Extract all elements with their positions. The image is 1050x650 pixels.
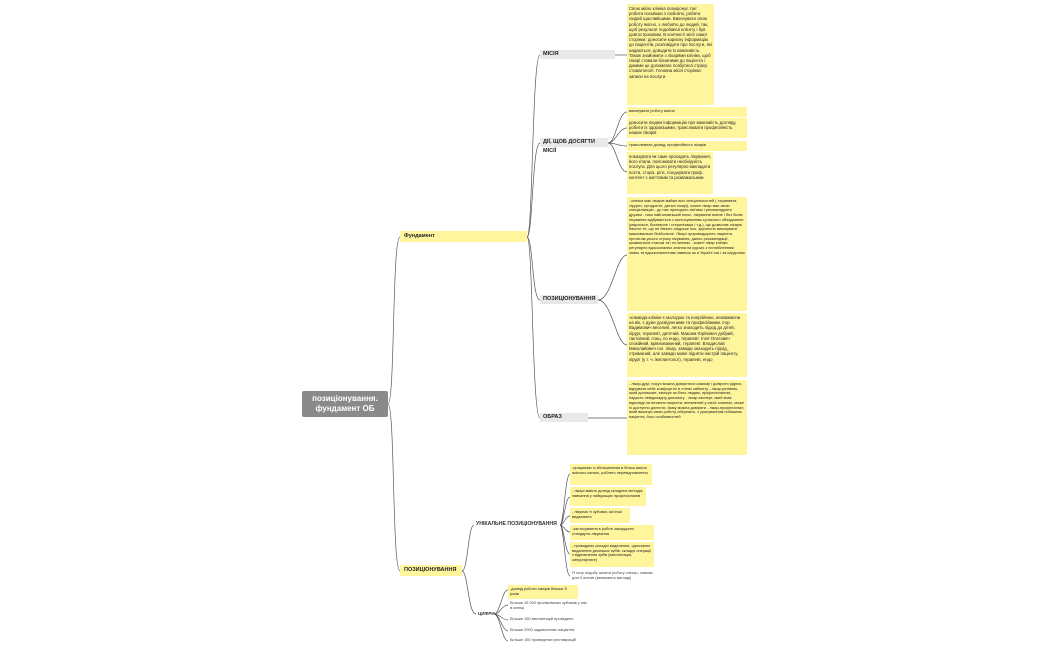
topic-fundament[interactable]: Фундамент <box>400 231 527 242</box>
topic-positioning-main[interactable]: ПОЗИЦІОНУВАННЯ <box>400 565 462 576</box>
unique-note-3[interactable]: - лікуємо ті зубчики, які інші видаляють <box>570 508 630 523</box>
actions-note-3[interactable]: транслювати досвід, професійність лікарів <box>627 141 747 151</box>
facts-note-1[interactable]: -досвід роботи лікарів більше 5 років <box>508 585 578 599</box>
facts-item-1: Більше 15 000 пролікованих зубчиків у нас в клініці <box>510 601 588 610</box>
positioning-note-1[interactable]: - клініка має лікарів майже всіх спеціальностей ( терапевти, хірурги, ортодонти, дитячі лікарі), кожен лікар має свою спеціалізацію - до нас приходять сім'ями і рекомендують друзям - наш найголовніший плюс- лікування якісне і без болю лікування відбувається з застосуванням сучасного обладнання (мікроскоп, біохімічне і стерилізація і т.д.), що дозволяє лікарю бачити те, що не бачить людське око, зручністю виконувати максимальне безболісне. Лікарі супроводжують пацієнта протягом усього строку лікування, дають рекомендації, цікавляться станом та і по ваннах - кожен лікар клініки регулярно вдосконалює знання на курсах з поглибленням знань та вдосконаленням навичок як в Україні так і за кордоном <box>627 197 747 311</box>
facts-item-2: Більше 150 імплантацій проведено <box>510 617 574 621</box>
topic-positioning[interactable]: ПОЗИЦІОНУВАННЯ <box>540 295 598 304</box>
actions-note-1[interactable]: виконувати роботу якісно <box>627 107 747 117</box>
unique-note-2[interactable]: - лікарі мають досвід складних методів, навчання у найкращих професіоналів <box>570 487 646 506</box>
positioning-note-2[interactable]: -команда клініки є молодою та енергійною, незважаючи на вік, є дуже досвідченими та професійними. Ігор Вадимович веселий, легко знаходить підхід до дітей, хірург, терапевт, дитячий. Максим Юрійович добрий, тактовний, спец. по ендо, терапевт. Ілля Олегович спокійний, врівноважений, терапевт. Владислав Миколайович гол. лікар, завжди знаходить підхід, стриманий, але завжди може підняти настрій пацієнту, хірург (у т. ч. імплантолог), терапевт, ендо <box>627 313 747 377</box>
facts-item-3: Більше 2000 задоволених пацієнтів <box>510 628 575 632</box>
unique-note-1[interactable]: -працюємо зі збільшенням в більш якісно якісного каналі, роблять перевідновлення <box>570 464 652 485</box>
topic-mission[interactable]: МІСІЯ <box>540 50 615 59</box>
mission-note[interactable]: Свою місію клініка позиціонує так: робити посмішки з любов'ю, робити людей щасливішими. Виконувати свою роботу якісно, з любов'ю до людей, так, щоб результат подобався клієнту і був довгостроковим. В контексті місії самої сторінки: доносити корисну інформацію до пацієнтів, розповідати про послуги, які надаються, доводити їх важливість. Також знайомити з лікарями клініки, щоб лікарі ставали ближчими до пацієнта і дикими це допомагає позбутися страху стоматології. Головна місія сторінки: записи на послуги. <box>627 4 714 105</box>
unique-note-5[interactable]: - проводимо складні видалення, одночасне видалення декількох зубів, складні операції з відновлення зубів (імплантація, синусліфтинг) <box>570 542 654 567</box>
unique-extra-text: Я хочу подобу залити роботу спектр- знаком для її основі (виникають вигляді) <box>572 571 653 580</box>
topic-unique-positioning[interactable]: УНІКАЛЬНЕ ПОЗИЦІОНУВАННЯ <box>476 521 557 527</box>
unique-note-4[interactable]: -застосування в роботі закордонні стандарти лікування <box>570 525 654 540</box>
topic-image[interactable]: ОБРАЗ <box>540 413 588 422</box>
actions-note-2[interactable]: доносити людям інформацію про важливість догляду, робити їх здоровішими, транслювати професійність наших лікарів <box>627 118 747 138</box>
topic-facts[interactable]: ЦИФРИ <box>478 611 495 616</box>
image-note[interactable]: - лікар-друг, поруч можна довіритися самому і довірити рідних, відчувати себе комфортно в стінах кабінету - лікар-рятівник, який допоможе, вилікує як бінго людям, професіоналом, надасть невідкладну допомогу - лікар-експерт, який знає відповіді на питання пацієнта, впевнений у своїх знаннях, може їх доступно донести, йому можна довіряти - лікар-професіонал, який виконує свою роботу обережно, з урахуванням побажань пацієнта, його особливостей <box>627 380 747 455</box>
actions-note-4[interactable]: показувати як саме проходить лікування, його етапи, пояснювати необхідність послуги. Для цього регулярно викладати пости, сторіз, рілс, поєднувати проф. контент з життєвим та розважальним <box>627 152 713 194</box>
root-topic[interactable]: позиціонування. фундамент ОБ <box>302 391 388 417</box>
topic-actions[interactable]: ДІЇ, ЩОБ ДОСЯГТИ МІСІЇ <box>540 138 608 147</box>
facts-item-4: Більше 150 проведених реставрацій <box>510 638 576 642</box>
